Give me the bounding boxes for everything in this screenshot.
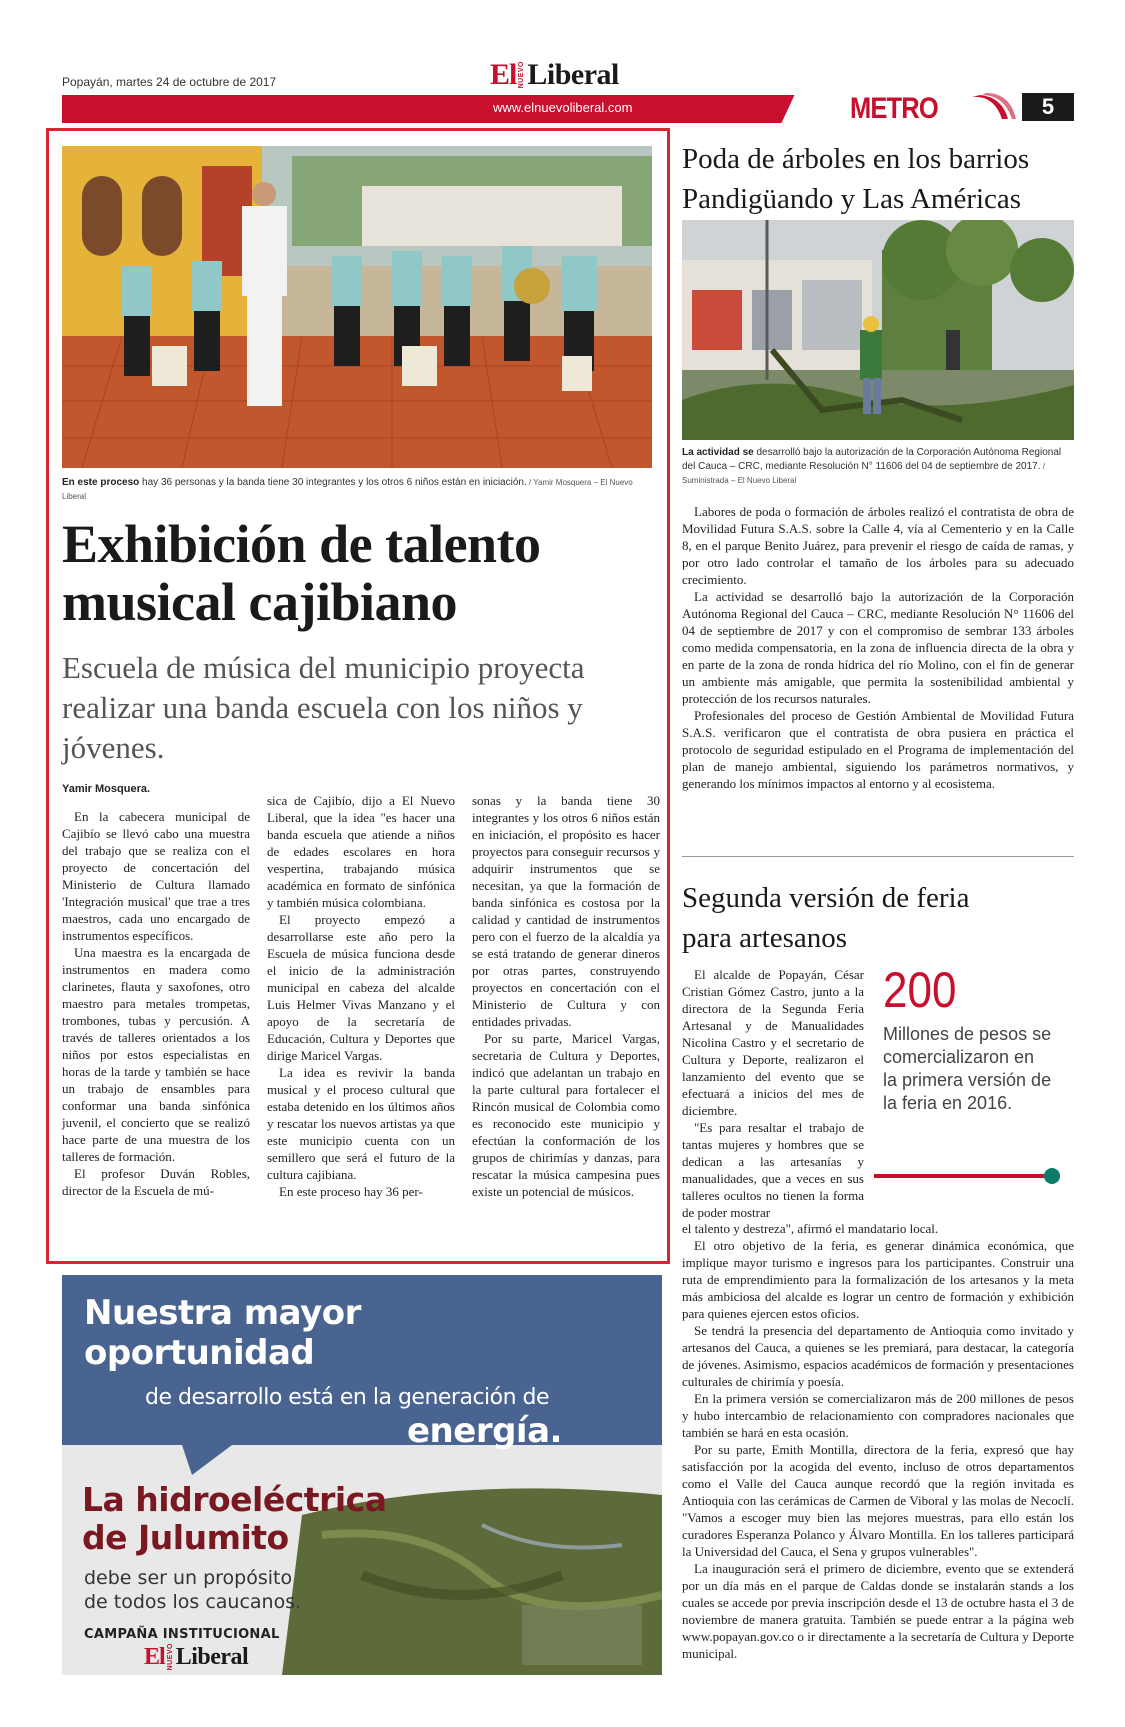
website-url[interactable]: www.elnuevoliberal.com <box>493 100 633 115</box>
feria-headline[interactable] <box>682 878 1082 958</box>
stat-dot-icon <box>1044 1168 1060 1184</box>
poda-body <box>682 503 1074 792</box>
stat-rule <box>874 1174 1046 1178</box>
caption-text: hay 36 personas y la banda tiene 30 integrantes y los otros 6 niños están en iniciación. <box>139 477 527 488</box>
feria-body-narrow <box>682 966 864 1221</box>
byline: Yamir Mosquera. <box>62 783 151 795</box>
stat-number: 200 <box>883 962 957 1018</box>
paragraph: El alcalde de Popayán, César Cristian Gómez Castro, junto a la directora de la Segunda Feria Artesanal y de Manualidades Nicolina Castro y el secretario de Cultura y Deporte, realizaron el lanzamiento del evento que se efectuará a inicios del mes de diciembre. <box>682 967 864 1118</box>
headline-line-1: Exhibición de talento <box>62 514 541 574</box>
campaign-ad[interactable] <box>62 1275 662 1675</box>
paragraph: el talento y destreza", afirmó el mandatario local. <box>682 1221 939 1236</box>
main-col-3 <box>472 792 660 1200</box>
logo-liberal-text: Liberal <box>175 1643 249 1670</box>
band-photo-caption <box>62 476 652 504</box>
ad-line-4: energía. <box>407 1411 562 1451</box>
newspaper-logo[interactable] <box>490 58 619 92</box>
paragraph: Una maestra es la encargada de instrumentos en madera como clarinetes, flauta y saxofones, otro maestro para metales trompetas, trombones, tubas y percusión. A través de talleres orientados a los niños por estos especialistas en horas de la tarde y también se hace un trabajo de ensambles para conformar una banda sinfónica juvenil, el concierto que se realizó hace parte de una muestra de los talleres de formación. <box>62 945 250 1164</box>
paragraph: En la cabecera municipal de Cajibío se llevó cabo una muestra del trabajo que se realiza con el proyecto de concertación del Ministerio de Cultura llamado 'Integración musical' que trae a tres maestros, cada uno encargado de instrumentos específicos. <box>62 809 250 943</box>
ad-campaign-label: CAMPAÑA INSTITUCIONAL <box>84 1627 280 1642</box>
deck-line-2: realizar una banda escuela con los niños y <box>62 690 583 725</box>
caption-credit: / Suministrada – El Nuevo Liberal <box>682 462 1045 485</box>
poda-headline[interactable] <box>682 139 1082 219</box>
feria-body-wide <box>682 1220 1074 1662</box>
edition-date: Popayán, martes 24 de octubre de 2017 <box>62 75 277 89</box>
headline-line-2: musical cajibiano <box>62 572 458 632</box>
ad-headline-2: de Julumito <box>82 1518 289 1557</box>
ad-headline-1: La hidroeléctrica <box>82 1480 387 1519</box>
deck-line-3: jóvenes. <box>62 730 165 765</box>
page-number: 5 <box>1022 93 1074 121</box>
paragraph: En la primera versión se comercializaron más de 200 millones de pesos y hubo intercambio de relacionamiento con compradores nacionales que también se hará en esta ocasión. <box>682 1391 1074 1440</box>
paragraph: En este proceso hay 36 per- <box>279 1184 423 1199</box>
ad-sub-2: de todos los caucanos. <box>84 1591 302 1613</box>
ad-logo <box>144 1643 248 1671</box>
main-deck <box>62 648 652 768</box>
stat-text: Millones de pesos se comercializaron en la primera versión de la feria en 2016. <box>883 1024 1052 1113</box>
band-photo <box>62 146 652 468</box>
paragraph: La inauguración será el primero de diciembre, evento que se extenderá por un día más en el parque de Caldas donde se instalarán stands a los cuales se accede por previa inscripción desde el 13 de octubre hasta el 3 de noviembre de manera gratuita. También se puede entrar a la página web www.popayan.gov.co o ir directamente a la secretaría de Cultura y Deporte municipal. <box>682 1561 1074 1661</box>
tree-pruning-photo <box>682 220 1074 440</box>
story-divider <box>682 856 1074 857</box>
ad-line-3: de desarrollo está en la generación de <box>145 1385 550 1410</box>
caption-credit: / Yamir Mosquera – El Nuevo Liberal <box>62 478 633 501</box>
main-col-2 <box>267 792 455 1200</box>
caption-lead: La actividad se <box>682 447 754 458</box>
feria-headline-line-2: para artesanos <box>682 922 848 954</box>
paragraph: "Es para resaltar el trabajo de tantas mujeres y hombres que se dedican a las artesanías y manualidades, que a veces en sus talleres ocultos no tienen la forma de poder mostrar <box>682 1120 864 1220</box>
logo-nuevo-text: NUEVO <box>166 1643 174 1671</box>
paragraph: sica de Cajibío, dijo a El Nuevo Liberal, que la idea "es hacer una banda escuela que atiende a niños de edades escolares en hora vespertina, trabajando música académica en formato de sinfónica y también música colombiana. <box>267 793 455 910</box>
poda-headline-line-1: Poda de árboles en los barrios <box>682 143 1030 175</box>
main-col-1 <box>62 808 250 1199</box>
feria-headline-line-1: Segunda versión de feria <box>682 882 970 914</box>
paragraph: El proyecto empezó a desarrollarse este año pero la Escuela de música funciona desde el inicio de la administración municipal en cabeza del alcalde Luis Helmer Vivas Manzano y el apoyo de la secretaría de Educación, Cultura y Deportes que dirige Maricel Vargas. <box>267 912 455 1063</box>
paragraph: sonas y la banda tiene 30 integrantes y los otros 6 niños están en iniciación, el propósito es hacer proyectos para conseguir recursos y adquirir instrumentos que se necesitan, ya que la formación de banda sinfónica es costosa por la calidad y cantidad de instrumentos pero con el fuerzo de la alcaldía ya se está tratando de generar dineros por otras partes, construyendo proyectos en concertación con el Ministerio de Cultura y con entidades privadas. <box>472 793 660 1029</box>
logo-nuevo-text: NUEVO <box>518 61 526 89</box>
paragraph: El otro objetivo de la feria, es generar dinámica económica, que implique mayor turismo e ingresos para los participantes. Construir una ruta de emprendimiento para la formalización de los artesanos y la meta más ambiciosa del alcalde es lograr un centro de formación y exhibición para quienes ejercen estos oficios. <box>682 1238 1074 1321</box>
ad-sub-1: debe ser un propósito <box>84 1567 293 1589</box>
main-headline[interactable] <box>62 515 652 631</box>
paragraph: Profesionales del proceso de Gestión Ambiental de Movilidad Futura S.A.S. verificaron que el contratista de obra pusiera en práctica el protocolo de seguridad estipulado en el Programa de implementación del plan de manejo ambiental, siguiendo los parámetros normativos, y generando los mínimos impactos al entorno y al ecosistema. <box>682 708 1074 791</box>
tree-photo-caption <box>682 446 1074 488</box>
caption-lead: En este proceso <box>62 477 140 488</box>
paragraph: Se tendrá la presencia del departamento de Antioquia como invitado y artesanos del Cauca, a quienes se les premiará, para destacar, la categoría de jóvenes. Asimismo, espacios académicos de formación y presentaciones culturales de chirimía y poesía. <box>682 1323 1074 1389</box>
ad-line-2: oportunidad <box>84 1333 315 1373</box>
paragraph: Por su parte, Emith Montilla, directora de la feria, expresó que hay satisfacción por la acogida del evento, incluso de otros departamentos como el Valle del Cauca aunque recordó que la región invitada es Antioquia con las cerámicas de Carmen de Viboral y las molas de Necoclí. "Vamos a escoger muy bien las mejores muestras, para ello están los curadores Esperanza Polanco y Álvaro Montilla. En los talleres participará la Universidad del Cauca, el Sena y grupos vulnerables". <box>682 1442 1074 1559</box>
paragraph: La actividad se desarrolló bajo la autorización de la Corporación Autónoma Regional del Cauca – CRC, mediante Resolución N° 11606 del 04 de septiembre de 2017 y con el compromiso de sembrar 133 árboles como medida compensatoria, en la zona de influencia directa de la obra y en parte de la zona de ronda hídrica del río Molino, con el fin de generar un ambiente más amigable, que permita la sostenibilidad ambiental y protección de los recursos naturales. <box>682 589 1074 706</box>
paragraph: El profesor Duván Robles, director de la Escuela de mú- <box>62 1166 250 1198</box>
section-name: METRO <box>850 92 938 125</box>
paragraph: Por su parte, Maricel Vargas, secretaria de Cultura y Deportes, indicó que adelantan un trabajo en la parte cultural para fortalecer el Rincón musical de Colombia como es reconocido este municipio y efectúan la conformación de los grupos de chirimías y danzas, para rescatar la música campesina pues existe un potencial de músicos. <box>472 1031 660 1199</box>
caption-text: desarrolló bajo la autorización de la Corporación Autónoma Regional del Cauca – CRC, mediante Resolución N° 11606 del 04 de septiembre de 2017. <box>682 447 1062 472</box>
section-swoosh-icon <box>972 93 1016 121</box>
logo-el-text: El <box>490 58 517 91</box>
paragraph: La idea es revivir la banda musical y el proceso cultural que estaba detenido en los últimos años y rescatar los nuevos artistas ya que este municipio cuenta con un semillero que será el futuro de la cultura cajibiana. <box>267 1065 455 1182</box>
logo-el-text: El <box>144 1643 165 1670</box>
paragraph: Labores de poda o formación de árboles realizó el contratista de obra de Movilidad Futura S.A.S. sobre la Calle 4, vía al Cementerio y en la Calle 8, en el parque Benito Juárez, para prevenir el riesgo de caída de ramas, y por otro lado controlar el tamaño de los árboles para su adecuado crecimiento. <box>682 504 1074 587</box>
header-red-bar <box>62 95 802 123</box>
logo-liberal-text: Liberal <box>527 58 619 91</box>
ad-line-1: Nuestra mayor <box>84 1293 361 1333</box>
deck-line-1: Escuela de música del municipio proyecta <box>62 650 585 685</box>
poda-headline-line-2: Pandigüando y Las Américas <box>682 183 1022 215</box>
